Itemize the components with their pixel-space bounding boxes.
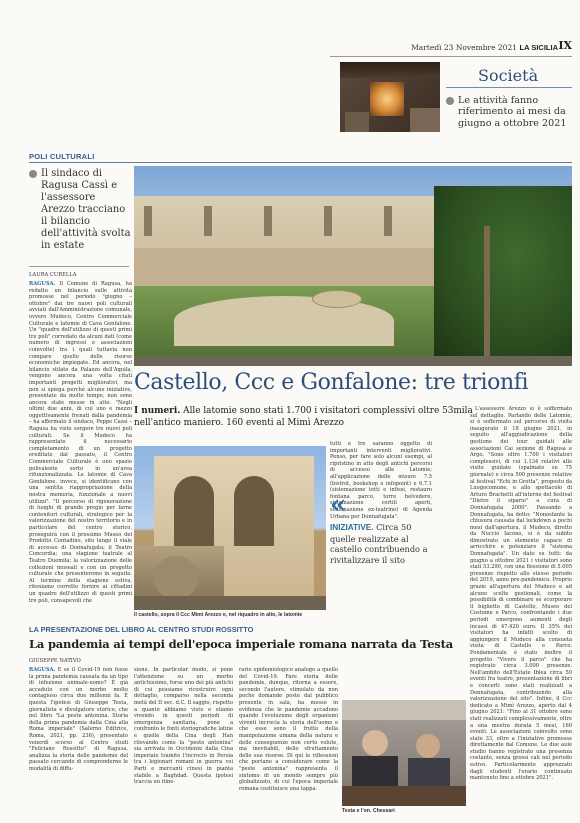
column1-dateline: RAGUSA.: [29, 281, 56, 287]
side-headline: [29, 168, 132, 252]
inset-photo-ccc: [134, 446, 326, 610]
header-page-number: IX: [558, 39, 572, 52]
header-rule: [330, 56, 572, 57]
article2-column3-text: rario epidemiologico analogo a quello del Covid-19. Fare storia delle pandemie, dunque, ritorna a essere, secondo l'autore, stimolato da non poche domande poste dal pubblico presente in sala, ha messo in evidenza che le pandemie accadono quando l'evoluzione degli organismi viventi incrocia la storia dell'uomo e che esse sono il frutto della manipolazione umana della natura e delle conseguenze non certo volute, ma inevitabili, dello sfruttamento delle sue risorse. Di qui le riflessioni che portano a considerare come la "peste antonina" rappresenta il sintomo di un mondo sempre più globalizzato, di cui l'epoca imperiale romana costituisce una tappa.: [239, 667, 338, 792]
teaser-text: Le attività fanno riferimento ai mesi da giugno a ottobre 2021: [458, 95, 567, 129]
article1-byline: LAURA CURELLA: [29, 272, 77, 278]
quote-lead: INIZIATIVE.: [330, 523, 374, 532]
column1-text: Il Comune di Ragusa, ha redatto un bilancio sulle attività promosse nel periodo "giugno – ottobre" dai tre nuovi poli culturali avviati dall'Amministrazione comunale, ovvero Mudeco, Centro Commerciale Culturale e latomie di Cava Gonfalone. Un "quadro dell'utilizzo di questi primi tre poli" corredato da alcuni dati (come numero di ingressi e associazioni coinvolte) tra i quali tuttavia non compare quello delle risorse economiche impiegate. Ed ancora, nel bilancio stilato da Palazzo dell'Aquila, vengono ancora una volta citati importanti progetti migliorativi, ma non si spiega perché alcune iniziative, presentate da molto tempo, non sono ancora state messe in atto. "Negli ultimi due anni, di cui uno e mezzo oggettivamente frenati dalla pandemia – ha affermato il sindaco, Peppe Cassì – Ragusa ha visto sorgere tre nuovi poli culturali. Se il Mudeco ha rappresentato il necessario completamento di un progetto ereditato dal passato, il Centro Commerciale Culturale è uno spazio polivalente sorto in un'area rifunzionalizzata. Le latomie di Cava Gonfalone, invece, si identificano con una sentita riappropriazione della nostra memoria, funzionale a nuovi utilizzi". "Il percorso di rigenerazione di luoghi di grande pregio per farne contenitori culturali, strategico per la valorizzazione del nostro territorio e in particolare del centro storico, proseguirà con il prossimo Museo del Prodotto Contadino, sito lungo il viale di accesso di Donnafugata; il Teatro Concordia; una stagione teatrale al Teatro Duemila; la valorizzazione delle collezioni museali e con un progetto culturale che presenteremo in seguito. Al termine della stagione estiva, riteniamo corretto fornire ai cittadini un quadro dell'utilizzo di questi primi tre poli, consapevoli che: [29, 281, 132, 604]
teaser-bullet-icon: [446, 97, 454, 105]
subhead-text: Alle latomie sono stati 1.700 i visitatori complessivi oltre 53mila nell'antico maniero. 160 eventi al Mimì Arezzo: [134, 406, 473, 428]
side-headline-text: Il sindaco di Ragusa Cassì e l'assessore Arezzo tracciano il bilancio dell'attività svolta in estate: [41, 168, 131, 251]
column2-text: tutti e tre saranno oggetto di importanti interventi migliorativi. Penso, per fare solo alcuni esempi, al ripristino in atto degli antichi percorsi di accesso alle Latomie; all'applicazione delle misure 7.5 (bistrot, bookshop e infopoint) e 6.7.1 (sistemazione tetti e infissi, restauro fontana parco, torre belvedere, sistemazione cortili aperti, sistemazione ex-teatrino) di Agenda Urbana per Donnafugata".: [330, 441, 432, 520]
teaser-photo: [340, 62, 440, 132]
article2-headline: La pandemia ai tempi dell'epoca imperiale romana narrata da Testa: [29, 637, 453, 651]
page-header: [340, 41, 572, 55]
article2-kicker: LA PRESENTAZIONE DEL LIBRO AL CENTRO STUDI ROSSITTO: [29, 625, 254, 634]
article2-column1-text: E se il Covid-19 non fosse la prima pandemia causata da un tipo di infezione animale-uomo? È già accaduto con un morbo molto contagioso circa due millenni fa. È questa l'ipotesi di Giuseppe Testa, giornalista e divulgatore storico, che nel libro "La peste antonina. Storia della prima pandemia dalla Cina alla Roma imperiale" (Salerno Editrice, Roma, 2021, pp. 236), presentato venerdì scorso al Centro studi "Feliciano Rossitto" di Ragusa, analizza la storia delle pandemie del passato cercando di comprenderne le modalità di diffu-: [29, 667, 128, 772]
article1-kicker: POLI CULTURALI: [29, 152, 95, 161]
article2-column2-text: sione. In particolar modo, si pone l'attenzione su un morbo antichissimo, forse uno dei più antichi di cui possiamo ricostruire ogni dettaglio, comparso nella seconda metà del II sec. d.C. Il saggio, rispetto a quanto abbiamo visto e stiamo vivendo in questi periodi di emergenza sanitaria, pone a confronto le fonti storiografiche latine e quelle della Cina degli Han rilevando come la "peste antonina" sia arrivata in Occidente dalla Cina imperiale tramite l'incrocio in Persia tra i legionari romani in guerra coi Parti e mercanti cinesi in pianta stabile a Baghdad. Questa ipotesi traccia un itine-: [134, 667, 233, 786]
main-photo-castle: [134, 166, 572, 366]
article1-column-1: [29, 281, 132, 614]
article1-column-2: [330, 441, 432, 520]
article2-byline: GIUSEPPE NATIVO: [29, 658, 81, 664]
article2-column-2: [134, 667, 233, 817]
header-paper: LA SICILIA: [519, 43, 558, 52]
section-title: Società: [478, 66, 539, 85]
header-date: Martedì 23 Novembre 2021: [411, 43, 517, 52]
column3-text: L'assessore Arezzo si è soffermato sul dettaglio. Parlando delle Latomie, si è soffermato sul percorso di visita inaugurato il 18 giugno 2021, in seguito all'aggiudicazione della gestione dei tour guidati alle associazioni Cai sezione di Ragusa e Argo. "Sono oltre 1.700 i visitatori complessivi, di cui 1.134 relativi alle visite guidate (spalmate su 75 giornate) e circa 500 presenze relative al festival "Echi in Grotta", proposto da Luogocomune, e allo spettacolo di Arturo Brachetti all'interno del festival "Dietro il sipario" a cura di Donnafugata 2000". Passando a Donnafugata, ha detto: "Nonostante la chiusura causata dal lockdown a pochi mesi dall'apertura, il Mudeco, diretto da Nuccio Iacono, si è da subito dimostrato un elemento capace di arricchire e potenziare il "sistema Donnafugata". Un dato su tutti: da giugno a ottobre 2021 i visitatori sono stati 53.290, con una flessione di 5.005 presenze rispetto allo stesso periodo del 2019, anno pre-pandemico. Proprio grazie all'apertura del Mudeco e ad alcune scelte gestionali, come la possibilità di combinare se scorporare il biglietto di Castello, Museo del Costume e Parco, confrontando i due periodi emergono aumenti degli incassi di 47.420 euro. Il 35% dei visitatori ha infatti scelto di aggiungere il Mudeco alla consueta visita di Castello e Parco. Fondamentale è stato inoltre il progetto "Vivere il parco" che ha registrato circa 3.000 presenze. Nell'ambito dell'Estate Iblea circa 50 eventi fra teatro, presentazione di libri e concerti sono stati realizzati a Donnafugata, contribuendo alla valorizzazione del sito". Infine, il Ccc dedicato a Mimì Arezzo, aperto dal 4 giugno 2021: "Fino al 31 ottobre sono stati realizzati complessivamente, oltre a una mostra durata 5 mesi, 160 eventi. Le associazioni coinvolte sono state 33, oltre a l'iniziative promosse direttamente dal Comune. Le due aule studio hanno registrato una presenza costante, senza grossi cali nel periodo estivo. Particolarmente apprezzato dagli studenti l'orario continuato mantenuto fino a ottobre 2021".: [470, 406, 572, 782]
quote-marks-icon: «: [330, 490, 347, 520]
subhead-lead: I numeri.: [134, 406, 181, 416]
inset-photo-caption: Il castello, sopra il Ccc Mimì Arezzo e, nel riquadro in alto, le latomie: [134, 612, 303, 618]
side-headline-rule: [29, 266, 129, 267]
article2-photo: [342, 700, 466, 806]
article2-dateline: RAGUSA.: [29, 667, 56, 673]
article1-column-2-continued: [330, 585, 432, 615]
article2-photo-caption: Testa e l'on. Chessari: [342, 808, 395, 814]
top-teaser: [446, 95, 572, 129]
side-headline-bullet-icon: [29, 170, 37, 178]
article2-column-1: [29, 667, 128, 817]
article1-column-3: [470, 406, 572, 810]
article2-column-3: [239, 667, 338, 817]
section-rule: [446, 87, 572, 88]
kicker-rule: [29, 162, 572, 163]
article1-headline: Castello, Ccc e Gonfalone: tre trionfi: [134, 370, 529, 395]
quote-text: Circa 50 quelle realizzate al castello contribuendo a rivitalizzare il sito: [330, 522, 428, 565]
article1-subhead: [134, 406, 474, 429]
